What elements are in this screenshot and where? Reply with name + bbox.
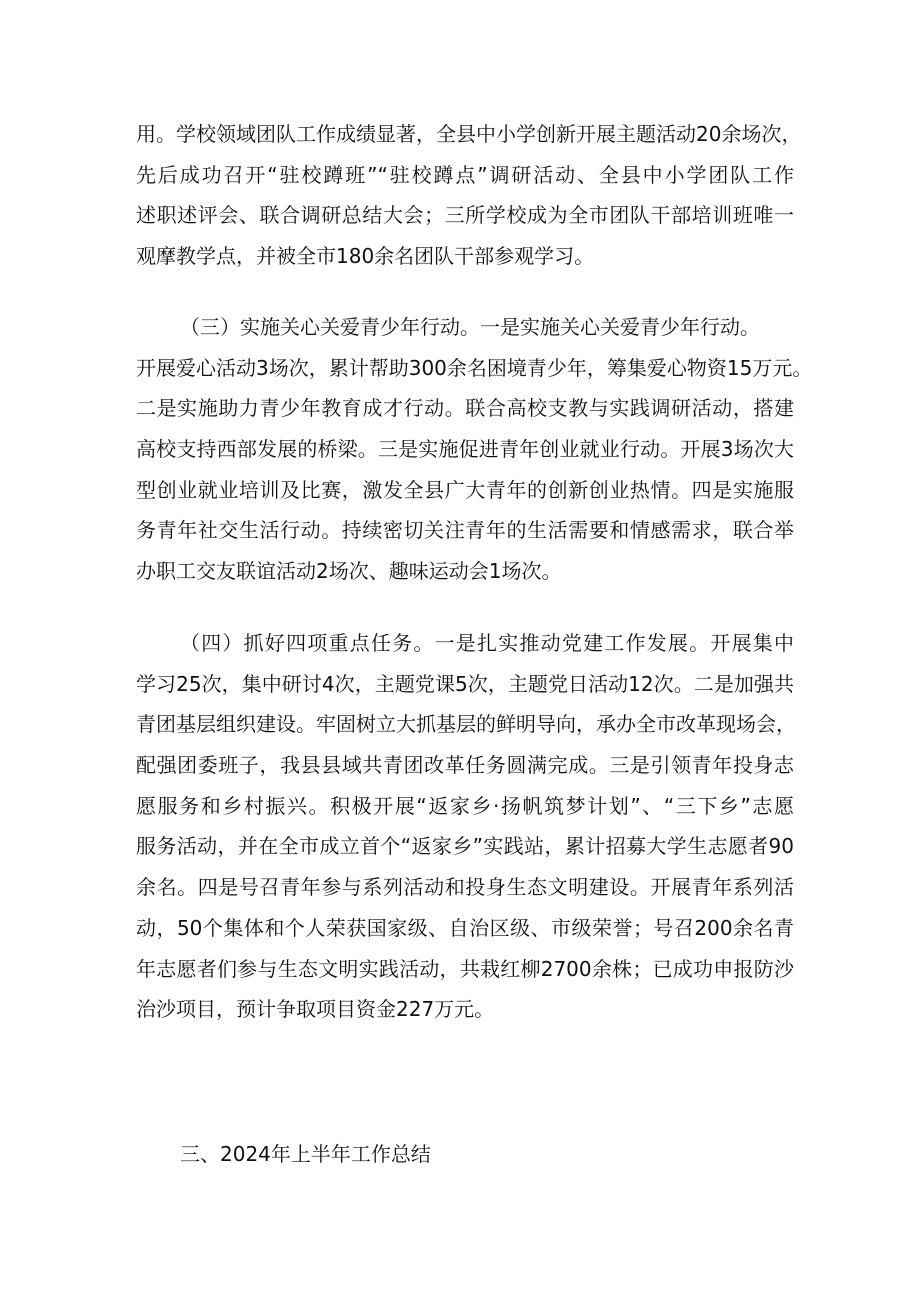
text-line: 务青年社交生活行动。持续密切关注青年的生活需要和情感需求，联合举 xyxy=(136,518,794,543)
text-line: 动，50个集体和个人荣获国家级、自治区级、市级荣誉；号召200余名青 xyxy=(136,915,794,940)
section-heading: 三、2024年上半年工作总结 xyxy=(180,1142,431,1166)
text-line: 余名。四是号召青年参与系列活动和投身生态文明建设。开展青年系列活 xyxy=(136,875,794,900)
text-line: 年志愿者们参与生态文明实践活动，共栽红柳2700余株；已成功申报防沙 xyxy=(136,956,794,981)
text-line: 愿服务和乡村振兴。积极开展“返家乡·扬帆筑梦计划”、“三下乡”志愿 xyxy=(136,793,794,818)
paragraph-section-four xyxy=(136,623,794,1030)
text-line: 型创业就业培训及比赛，激发全县广大青年的创新创业热情。四是实施服 xyxy=(136,477,794,502)
text-line: 观摩教学点，并被全市180余名团队干部参观学习。 xyxy=(136,244,595,269)
paragraph-continuation xyxy=(136,114,802,277)
text-line: 青团基层组织建设。牢固树立大抓基层的鲜明导向，承办全市改革现场会， xyxy=(136,712,796,737)
text-line: 述职述评会、联合调研总结大会；三所学校成为全市团队干部培训班唯一 xyxy=(136,203,794,228)
text-line: 服务活动，并在全市成立首个“返家乡”实践站，累计招募大学生志愿者90 xyxy=(136,834,794,859)
text-line: 学习25次，集中研讨4次，主题党课5次，主题党日活动12次。二是加强共 xyxy=(136,671,794,696)
text-line: 配强团委班子，我县县域共青团改革任务圆满完成。三是引领青年投身志 xyxy=(136,753,794,778)
text-line: 用。学校领域团队工作成绩显著，全县中小学创新开展主题活动20余场次， xyxy=(136,122,802,146)
text-line: （三）实施关心关爱青少年行动。一是实施关心关爱青少年行动。 xyxy=(180,315,760,339)
text-line: 办职工交友联谊活动2场次、趣味运动会1场次。 xyxy=(136,559,562,584)
text-line: 二是实施助力青少年教育成才行动。联合高校支教与实践调研活动，搭建 xyxy=(136,396,794,421)
text-line: 高校支持西部发展的桥梁。三是实施促进青年创业就业行动。开展3场次大 xyxy=(136,437,794,462)
paragraph-section-three xyxy=(136,307,813,592)
text-line: 治沙项目，预计争取项目资金227万元。 xyxy=(136,997,495,1022)
text-line: 先后成功召开“驻校蹲班”“驻校蹲点”调研活动、全县中小学团队工作 xyxy=(136,162,794,187)
text-line: （四）抓好四项重点任务。一是扎实推动党建工作发展。开展集中 xyxy=(180,631,794,655)
text-line: 开展爱心活动3场次，累计帮助300余名困境青少年，筹集爱心物资15万元。 xyxy=(136,355,813,380)
